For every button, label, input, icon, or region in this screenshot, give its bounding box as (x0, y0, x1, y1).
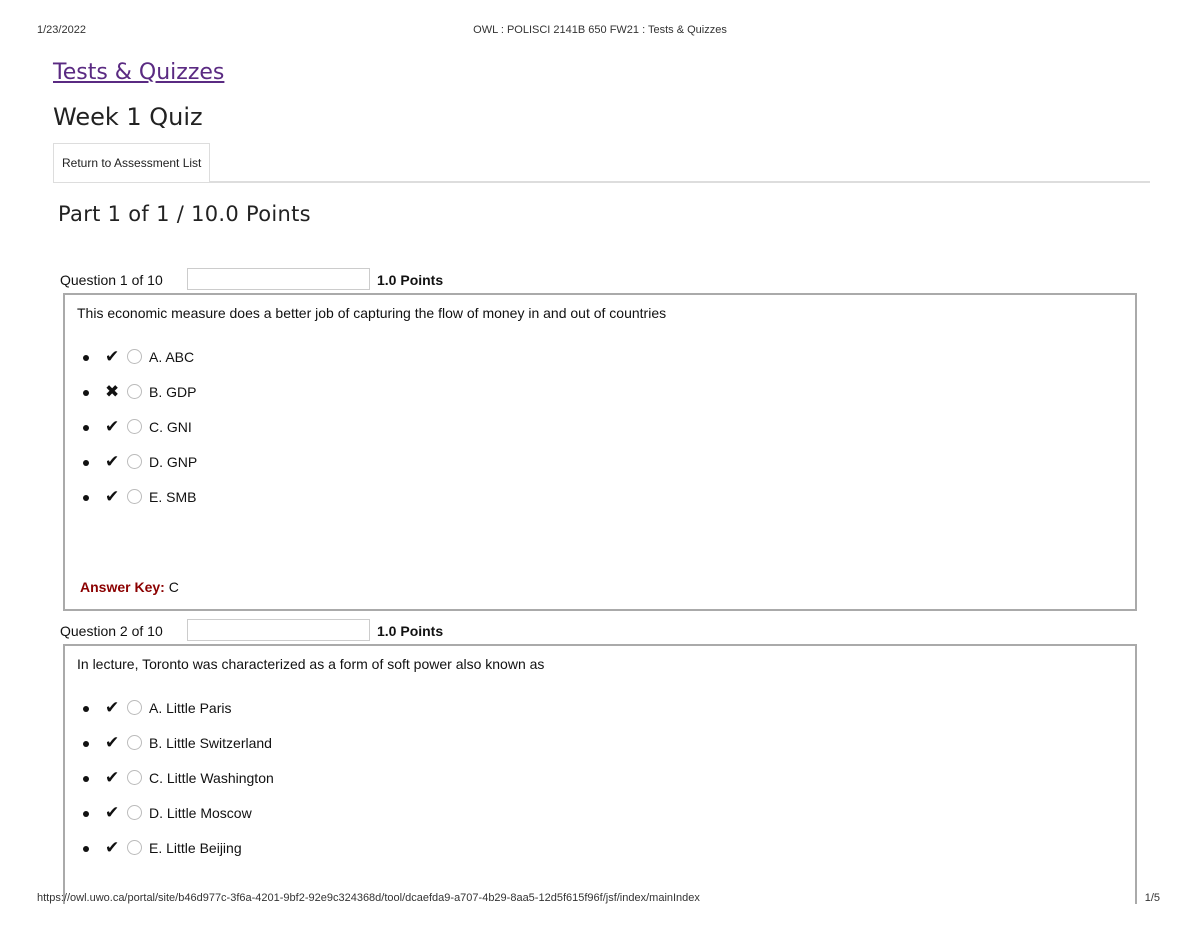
check-icon: ✔ (105, 698, 120, 717)
bullet-icon (83, 811, 89, 817)
radio-button[interactable] (127, 384, 142, 399)
check-icon: ✔ (105, 452, 120, 471)
check-icon: ✔ (105, 733, 120, 752)
option-text: A. Little Paris (149, 700, 232, 716)
radio-button[interactable] (127, 454, 142, 469)
check-icon: ✔ (105, 417, 120, 436)
option-text: C. Little Washington (149, 770, 274, 786)
print-page-number: 1/5 (1144, 892, 1160, 904)
option-text: E. Little Beijing (149, 840, 242, 856)
option-text: B. GDP (149, 384, 197, 400)
option-text: C. GNI (149, 419, 192, 435)
bullet-icon (83, 425, 89, 431)
radio-button[interactable] (127, 349, 142, 364)
answer-key-value: C (164, 579, 179, 595)
bullet-icon (83, 846, 89, 852)
check-icon: ✔ (105, 838, 120, 857)
option-text: D. GNP (149, 454, 198, 470)
part-title: Part 1 of 1 / 10.0 Points (58, 202, 311, 226)
option-text: A. ABC (149, 349, 195, 365)
check-icon: ✔ (105, 768, 120, 787)
check-icon: ✔ (105, 803, 120, 822)
bullet-icon (83, 390, 89, 396)
bullet-icon (83, 741, 89, 747)
question-text: In lecture, Toronto was characterized as a form of soft power also known as (77, 656, 545, 672)
radio-button[interactable] (127, 840, 142, 855)
bullet-icon (83, 706, 89, 712)
bullet-icon (83, 355, 89, 361)
question-label: Question 1 of 10 (60, 272, 163, 288)
radio-button[interactable] (127, 770, 142, 785)
return-to-assessment-list-button[interactable]: Return to Assessment List (53, 143, 210, 182)
option-text: E. SMB (149, 489, 197, 505)
question-points: 1.0 Points (377, 623, 444, 639)
score-input[interactable] (187, 268, 370, 290)
question-box (63, 644, 1137, 904)
check-icon: ✔ (105, 347, 120, 366)
bullet-icon (83, 495, 89, 501)
print-page-title: OWL : POLISCI 2141B 650 FW21 : Tests & Quizzes (473, 24, 727, 36)
check-icon: ✔ (105, 487, 120, 506)
radio-button[interactable] (127, 735, 142, 750)
question-label: Question 2 of 10 (60, 623, 163, 639)
print-url: https://owl.uwo.ca/portal/site/b46d977c-3f6a-4201-9bf2-92e9c324368d/tool/dcaefda9-a707-4b29-8aa5-12d5f615f96f/jsf/index/mainIndex (37, 892, 700, 904)
print-date: 1/23/2022 (37, 24, 86, 36)
option-text: B. Little Switzerland (149, 735, 272, 751)
bullet-icon (83, 776, 89, 782)
answer-key-label: Answer Key: (80, 579, 165, 595)
toolbar (53, 143, 1150, 183)
cross-icon: ✖ (105, 382, 120, 401)
question-box (63, 293, 1137, 611)
option-text: D. Little Moscow (149, 805, 252, 821)
quiz-title: Week 1 Quiz (53, 103, 203, 131)
radio-button[interactable] (127, 489, 142, 504)
answer-key (80, 579, 179, 595)
tests-quizzes-link[interactable]: Tests & Quizzes (53, 60, 225, 85)
question-text: This economic measure does a better job of capturing the flow of money in and out of countries (77, 305, 667, 321)
bullet-icon (83, 460, 89, 466)
question-points: 1.0 Points (377, 272, 444, 288)
radio-button[interactable] (127, 419, 142, 434)
radio-button[interactable] (127, 700, 142, 715)
radio-button[interactable] (127, 805, 142, 820)
score-input[interactable] (187, 619, 370, 641)
